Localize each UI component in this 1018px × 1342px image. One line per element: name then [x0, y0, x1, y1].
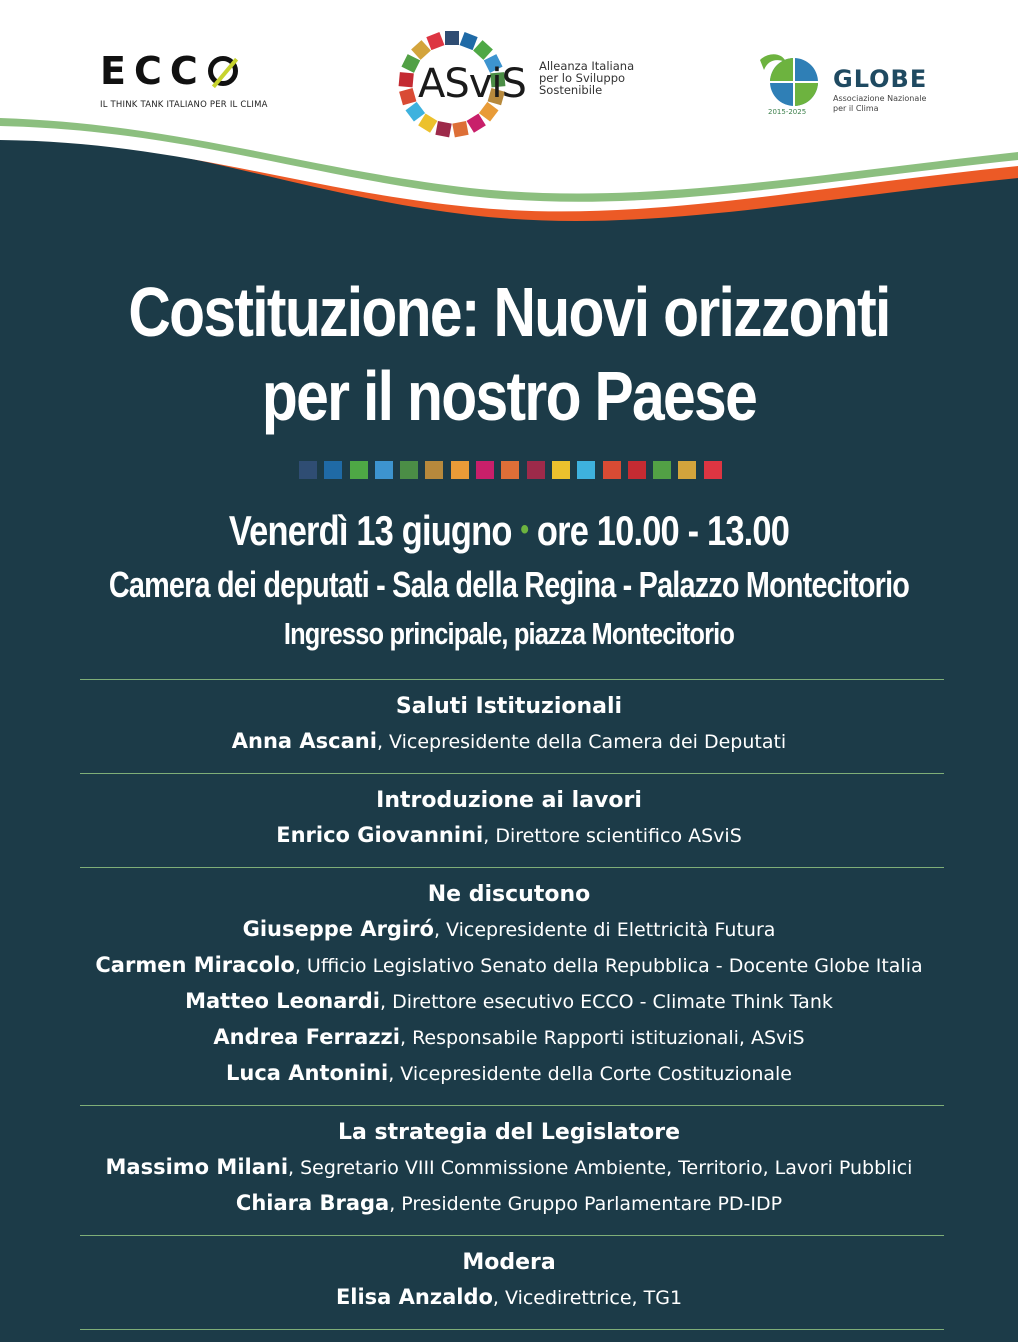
ecco-logo	[100, 49, 280, 116]
program-section-title: Modera	[462, 1250, 556, 1275]
speaker-role: , Vicepresidente della Corte Costituzionale	[388, 1063, 792, 1085]
speaker-role: , Vicepresidente di Elettricità Futura	[433, 919, 776, 941]
program-section	[0, 1106, 1018, 1235]
sdg-square	[299, 461, 317, 479]
speaker-role: , Segretario VIII Commissione Ambiente, Territorio, Lavori Pubblici	[288, 1157, 913, 1179]
program-section	[0, 868, 1018, 1105]
program-section	[0, 680, 1018, 773]
sdg-square	[324, 461, 342, 479]
speaker-line	[0, 1186, 1018, 1222]
sdg-square	[476, 461, 494, 479]
sdg-ring-segment	[452, 121, 468, 137]
sdg-square	[501, 461, 519, 479]
sdg-color-strip	[299, 461, 722, 479]
sdg-square	[704, 461, 722, 479]
program-section-title: La strategia del Legislatore	[337, 1120, 681, 1145]
sdg-ring-segment	[473, 40, 493, 60]
speaker-role: , Direttore scientifico ASviS	[483, 825, 742, 847]
sdg-ring-segment	[460, 32, 478, 50]
speaker-name: Anna Ascani	[231, 729, 377, 753]
sdg-square	[653, 461, 671, 479]
sdg-ring-segment	[418, 113, 437, 132]
program-section-title: Introduzione ai lavori	[376, 788, 642, 813]
globe-icon	[754, 50, 826, 116]
globe-wordmark: GLOBE	[833, 65, 928, 93]
speaker-line	[0, 724, 1018, 760]
program-section	[0, 774, 1018, 867]
event-title	[81, 270, 936, 438]
sdg-ring-segment	[399, 72, 414, 87]
sdg-ring-segment	[435, 121, 451, 137]
sdg-square	[603, 461, 621, 479]
sdg-ring-segment	[467, 113, 486, 132]
speaker-line	[0, 912, 1018, 948]
sdg-square	[350, 461, 368, 479]
globe-logo	[754, 50, 944, 120]
asvis-logo	[396, 28, 646, 140]
sdg-square	[552, 461, 570, 479]
event-date-time	[92, 505, 927, 556]
sdg-square	[678, 461, 696, 479]
program-section-title: Ne discutono	[427, 882, 591, 907]
speaker-role: , Direttore esecutivo ECCO - Climate Think Tank	[380, 991, 833, 1013]
speaker-role: , Responsabile Rapporti istituzionali, ASviS	[399, 1027, 805, 1049]
asvis-wordmark: ASviS	[418, 61, 526, 107]
sdg-square	[425, 461, 443, 479]
speaker-role: , Vicepresidente della Camera dei Deputati	[376, 731, 787, 753]
sdg-square	[577, 461, 595, 479]
sdg-square	[451, 461, 469, 479]
sdg-ring-segment	[426, 32, 444, 50]
speaker-line	[0, 1056, 1018, 1092]
speaker-name: Andrea Ferrazzi	[213, 1025, 400, 1049]
speaker-line	[0, 1280, 1018, 1316]
speaker-line	[0, 1150, 1018, 1186]
speaker-name: Carmen Miracolo	[95, 953, 295, 977]
globe-tagline: Associazione Nazionale per il Clima	[833, 94, 927, 113]
program	[0, 679, 1018, 1330]
sdg-square	[375, 461, 393, 479]
speaker-name: Chiara Braga	[235, 1191, 390, 1215]
speaker-name: Elisa Anzaldo	[335, 1285, 493, 1309]
sdg-square	[400, 461, 418, 479]
program-section-title: Saluti Istituzionali	[395, 694, 623, 719]
ecco-wordmark	[100, 49, 280, 93]
section-divider	[80, 1329, 944, 1330]
event-time: ore 10.00 - 13.00	[536, 507, 790, 554]
sdg-square	[527, 461, 545, 479]
sdg-square	[628, 461, 646, 479]
sdg-ring-segment	[399, 88, 416, 105]
speaker-line	[0, 984, 1018, 1020]
speaker-name: Massimo Milani	[105, 1155, 289, 1179]
event-date: Venerdì 13 giugno	[228, 507, 512, 554]
speaker-line	[0, 1020, 1018, 1056]
ecco-letters: ECC	[100, 49, 206, 93]
bullet-dot-icon: •	[520, 513, 529, 546]
event-entrance: Ingresso principale, piazza Montecitorio	[283, 616, 735, 651]
sdg-ring-segment	[445, 31, 459, 45]
speaker-role: , Vicedirettrice, TG1	[492, 1287, 683, 1309]
program-section	[0, 1236, 1018, 1329]
asvis-tagline: Alleanza Italiana per lo Sviluppo Sostenibile	[539, 59, 635, 97]
speaker-name: Giuseppe Argiró	[242, 917, 434, 941]
ecco-o-icon	[208, 56, 238, 86]
event-title-line-1: Costituzione: Nuovi orizzonti	[128, 273, 890, 351]
speaker-line	[0, 818, 1018, 854]
speaker-name: Luca Antonini	[225, 1061, 389, 1085]
event-title-line-2: per il nostro Paese	[261, 357, 757, 435]
speaker-line	[0, 948, 1018, 984]
speaker-name: Matteo Leonardi	[185, 989, 380, 1013]
speaker-role: , Presidente Gruppo Parlamentare PD-IDP	[389, 1193, 783, 1215]
speaker-name: Enrico Giovannini	[276, 823, 484, 847]
svg-text:2015-2025: 2015-2025	[768, 108, 807, 116]
ecco-tagline: IL THINK TANK ITALIANO PER IL CLIMA	[100, 100, 268, 110]
speaker-role: , Ufficio Legislativo Senato della Repubblica - Docente Globe Italia	[294, 955, 923, 977]
sdg-ring-segment	[411, 40, 431, 60]
event-venue: Camera dei deputati - Sala della Regina - Palazzo Montecitorio	[108, 564, 910, 605]
